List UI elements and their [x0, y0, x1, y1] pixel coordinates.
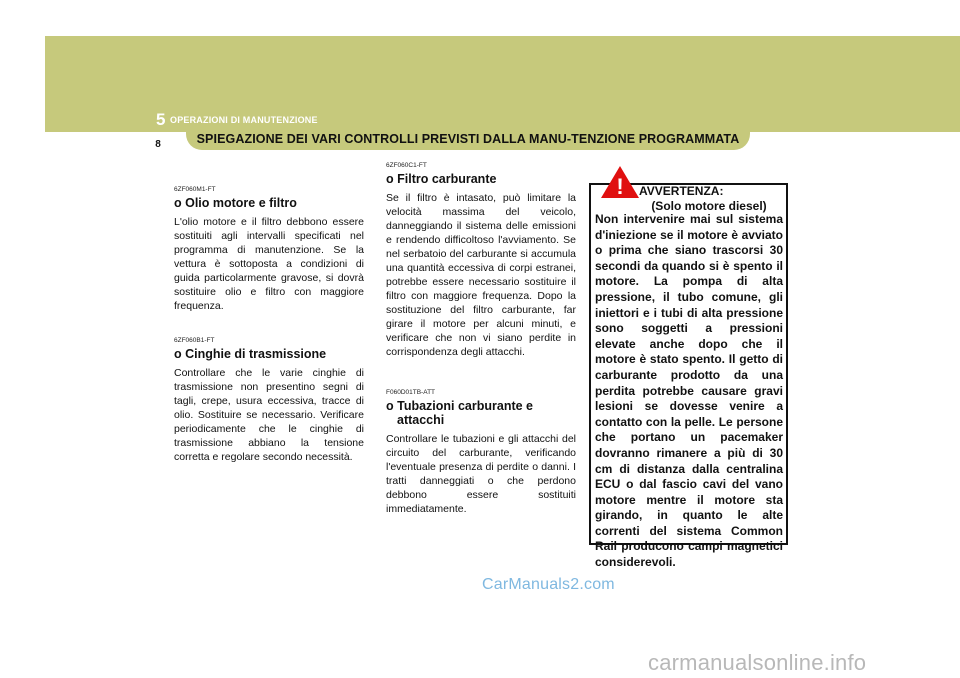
item-heading-oil: o Olio motore e filtro [174, 196, 297, 210]
chapter-number: 5 [156, 110, 166, 129]
item-text-fuel-lines: Controllare le tubazioni e gli attacchi del circuito del carburante, verificando l'eventuale presenza di perdite o danni. I tratti danneggiati o che perdono debbono essere sostituiti immediatamente. [386, 433, 576, 515]
section-title: SPIEGAZIONE DEI VARI CONTROLLI PREVISTI DALLA MANU-TENZIONE PROGRAMMATA [186, 130, 750, 150]
item-text-fuel-filter: Se il filtro è intasato, può limitare la velocità massima del veicolo, danneggiando il sistema delle emissioni e rendendo difficoltoso l'avviamento. Se nel serbatoio del carburante si accumula una quantità eccessiva di corpi estranei, potrebbe essere necessario sostituire il filtro con maggiore frequenza. Dopo la sostituzione del filtro carburante, far girare il motore per alcuni minuti, e verificare che non vi siano perdite in corrispondenza degli attacchi. [386, 192, 576, 358]
page-number: 8 [146, 132, 170, 158]
warning-mark: ! [616, 174, 624, 199]
warning-subtitle: (Solo motore diesel) [651, 199, 767, 213]
item-code: 6ZF060B1-FT [174, 337, 215, 344]
item-heading-fuel-filter: o Filtro carburante [386, 172, 497, 186]
warning-text: Non intervenire mai sul sistema d'iniezione se il motore è avviato o prima che siano trascorsi 30 secondi da quando si è spento il motore. La pompa di alta pressione, il tubo comune, gli iniettori e i tubi di alta pressione sono soggetti a pressioni elevate anche dopo che il motore è stato spento. Il getto di carburante prodotto da una perdita potrebbe causare gravi lesioni se dovesse venire a contatto con la pelle. Le persone che portano un pacemaker dovranno rimanere a più di 30 cm di distanza dalla centralina ECU o dal fascio cavi del vano motore mentre il motore sta girando, in quanto le alte correnti del sistema Common Rail producono campi magnetici considerevoli. [595, 212, 783, 570]
item-text-oil: L'olio motore e il filtro debbono essere sostituiti agli intervalli specificati nel programma di manutenzione. Se la vettura è sottoposta a condizioni di guida particolarmente gravose, si dovrà sostituire olio e filtro con maggiore frequenza. [174, 216, 364, 312]
item-code: 6ZF060M1-FT [174, 186, 216, 193]
column-left [174, 186, 364, 464]
warning-triangle-icon [600, 165, 640, 199]
item-heading-belts: o Cinghie di trasmissione [174, 347, 327, 361]
watermark-carmanuals[interactable]: CarManuals2.com [482, 576, 615, 593]
warning-title: AVVERTENZA: [639, 184, 724, 198]
column-middle [386, 162, 576, 516]
item-code: 6ZF060C1-FT [386, 162, 427, 169]
item-heading-fuel-lines: o Tubazioni carburante e attacchi [386, 399, 534, 427]
watermark-carmanualsonline[interactable]: carmanualsonline.info [648, 650, 867, 675]
item-code: F060D01TB-ATT [386, 389, 436, 396]
chapter-title: OPERAZIONI DI MANUTENZIONE [170, 115, 318, 125]
item-text-belts: Controllare che le varie cinghie di trasmissione non presentino segni di tagli, crepe, usura eccessiva, tracce di olio. Sostituire se necessario. Verificare periodicamente che le cinghie di trasmissione abbiano la tensione corretta e regolare secondo necessità. [174, 367, 364, 463]
